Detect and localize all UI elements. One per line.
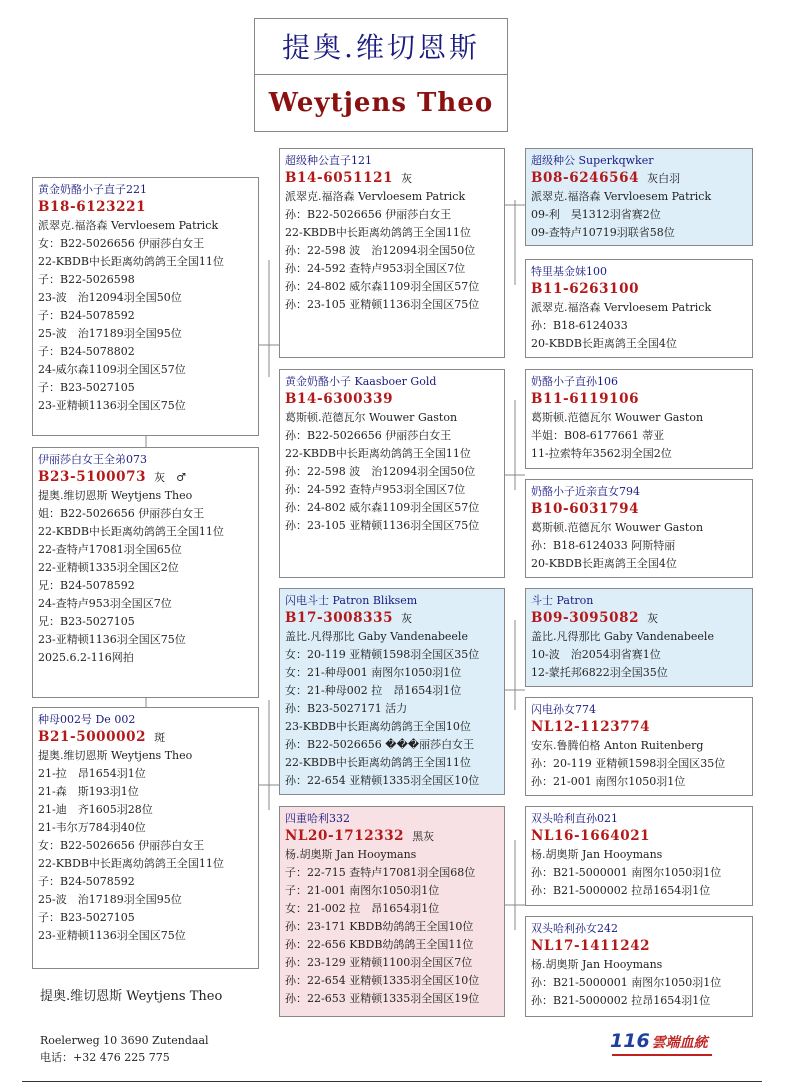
bird-line: 孙：22-654 亚精顿1335羽全国区10位 (285, 974, 480, 987)
bird-line: 提奥.维切恩斯 Weytjens Theo (38, 489, 193, 502)
bird-line: 22-KBDB中长距离幼鸽鸽王全国11位 (38, 525, 224, 538)
ssd-card (525, 259, 753, 358)
bird-line: 葛斯顿.范德瓦尔 Wouwer Gaston (531, 411, 704, 424)
bird-line: 孙：24-802 威尔森1109羽全国区57位 (285, 280, 480, 293)
bird-name: 奶酪小子近亲直女794 (531, 485, 640, 498)
sire-dam-card (279, 369, 505, 578)
logo-text: 雲端血統 (651, 1035, 708, 1051)
bird-line: 女：20-119 亚精顿1598羽全国区35位 (285, 648, 480, 661)
bird-line: 23-亚精顿1136羽全国区75位 (38, 929, 186, 942)
bird-name: 黄金奶酪小子 Kaasboer Gold (285, 375, 437, 388)
bird-line: 子：B24-5078592 (38, 875, 135, 888)
sdd-card (525, 479, 753, 578)
bird-line: 2025.6.2-116网拍 (38, 651, 134, 664)
address-line: Roelerweg 10 3690 Zutendaal (40, 1034, 209, 1047)
brand-logo (610, 1030, 708, 1052)
bird-line: 23-KBDB中长距离幼鸽鸽王全国10位 (285, 720, 471, 733)
ring-number: B11-6119106 (531, 391, 640, 407)
dam-card (32, 707, 259, 969)
bird-line: 孙：B23-5027171 活力 (285, 702, 408, 715)
ring-number: B14-6300339 (285, 391, 394, 407)
bird-name: 伊丽莎白女王全弟073 (38, 453, 147, 466)
bird-line: 孙：B18-6124033 (531, 319, 628, 332)
ring-number: B08-6246564 灰白羽 (531, 170, 681, 186)
bird-line: 提奥.维切恩斯 Weytjens Theo (38, 749, 193, 762)
bird-name: 闪电斗士 Patron Bliksem (285, 594, 418, 607)
bird-line: 孙：23-129 亚精顿1100羽全国区7位 (285, 956, 473, 969)
bird-line: 24-威尔森1109羽全国区57位 (38, 363, 186, 376)
bird-line: 24-查特卢953羽全国区7位 (38, 597, 172, 610)
bird-line: 孙：23-105 亚精顿1136羽全国区75位 (285, 519, 480, 532)
ring-number: B14-6051121 灰 (285, 170, 413, 186)
bird-name: 超级种公直子121 (285, 154, 372, 167)
bird-name: 黄金奶酪小子直子221 (38, 183, 147, 196)
bird-line: 22-查特卢17081羽全国65位 (38, 543, 182, 556)
bird-line: 孙：20-119 亚精顿1598羽全国区35位 (531, 757, 726, 770)
bird-line: 女：21-002 拉 昂1654羽1位 (285, 902, 440, 915)
bird-line: 23-亚精顿1136羽全国区75位 (38, 399, 186, 412)
bird-color: 黑灰 (412, 830, 435, 843)
bird-color: 斑 (154, 731, 166, 744)
bird-line: 子：22-715 查特卢17081羽全国68位 (285, 866, 476, 879)
bird-color: 灰 ♂ (154, 471, 187, 484)
bird-line: 21-迪 齐1605羽28位 (38, 803, 153, 816)
bird-line: 女：B22-5026656 伊丽莎白女王 (38, 839, 205, 852)
bird-line: 兄：B23-5027105 (38, 615, 135, 628)
bird-line: 孙：21-001 南图尔1050羽1位 (531, 775, 686, 788)
bird-line: 子：21-001 南图尔1050羽1位 (285, 884, 440, 897)
bird-line: 孙：24-592 查特卢953羽全国区7位 (285, 483, 466, 496)
ring-number: B18-6123221 (38, 199, 147, 215)
bird-line: 孙：B21-5000002 拉昂1654羽1位 (531, 884, 711, 897)
bird-line: 23-波 治12094羽全国50位 (38, 291, 182, 304)
bird-color: 灰 (401, 172, 413, 185)
bird-line: 孙：B21-5000002 拉昂1654羽1位 (531, 994, 711, 1007)
bird-line: 22-KBDB中长距离幼鸽鸽王全国11位 (38, 857, 224, 870)
bird-name: 种母002号 De 002 (38, 713, 136, 726)
ring-number: B09-3095082 灰 (531, 610, 659, 626)
bird-line: 22-亚精顿1335羽全国区2位 (38, 561, 179, 574)
ring-number: NL12-1123774 (531, 719, 651, 735)
logo-underline (612, 1054, 712, 1056)
ddd-card (525, 916, 753, 1017)
bird-line: 22-KBDB中长距离幼鸽鸽王全国11位 (285, 447, 471, 460)
bird-line: 葛斯顿.范德瓦尔 Wouwer Gaston (531, 521, 704, 534)
bird-line: 女：21-种母001 南图尔1050羽1位 (285, 666, 462, 679)
bird-line: 派翠克.福洛森 Vervloesem Patrick (285, 190, 466, 203)
ring-number: B10-6031794 (531, 501, 640, 517)
sire-card (32, 177, 259, 436)
bird-line: 22-KBDB中长距离幼鸽鸽王全国11位 (38, 255, 224, 268)
sire-sire-card (279, 148, 505, 358)
ring-number: B21-5000002 斑 (38, 729, 166, 745)
owner-name: 提奥.维切恩斯 Weytjens Theo (40, 989, 223, 1004)
bird-line: 孙：B18-6124033 阿斯特丽 (531, 539, 676, 552)
bird-line: 姐：B22-5026656 伊丽莎白女王 (38, 507, 205, 520)
bird-line: 子：B22-5026598 (38, 273, 135, 286)
bird-line: 10-波 治2054羽省赛1位 (531, 648, 661, 661)
bird-line: 12-蒙托邦6822羽全国35位 (531, 666, 668, 679)
bird-line: 女：21-种母002 拉 昂1654羽1位 (285, 684, 462, 697)
bird-line: 子：B24-5078592 (38, 309, 135, 322)
ring-number: NL16-1664021 (531, 828, 651, 844)
title-english: Weytjens Theo (268, 88, 494, 118)
bird-name: 闪电孙女774 (531, 703, 596, 716)
bird-line: 子：B24-5078802 (38, 345, 135, 358)
bird-line: 孙：B22-5026656 伊丽莎白女王 (285, 429, 452, 442)
bird-line: 孙：22-654 亚精顿1335羽全国区10位 (285, 774, 480, 787)
bird-line: 21-森 斯193羽1位 (38, 785, 139, 798)
bird-line: 21-韦尔万784羽40位 (38, 821, 146, 834)
bird-name: 超级种公 Superkqwker (531, 154, 654, 167)
bird-line: 孙：B22-5026656 伊丽莎白女王 (285, 208, 452, 221)
bird-line: 孙：22-598 波 治12094羽全国50位 (285, 244, 476, 257)
bird-line: 25-波 治17189羽全国95位 (38, 327, 182, 340)
contact-address (40, 1032, 209, 1066)
bird-line: 20-KBDB长距离鸽王全国4位 (531, 557, 677, 570)
bird-line: 22-KBDB中长距离幼鸽鸽王全国11位 (285, 756, 471, 769)
dsd-card (525, 697, 753, 796)
subject-bird-card (32, 447, 259, 698)
bird-name: 双头哈利直孙021 (531, 812, 618, 825)
bird-line: 09-利 昊1312羽省赛2位 (531, 208, 661, 221)
sds-card (525, 369, 753, 469)
dds-card (525, 806, 753, 906)
bird-line: 孙：22-653 亚精顿1335羽全国区19位 (285, 992, 480, 1005)
bird-line: 派翠克.福洛森 Vervloesem Patrick (38, 219, 219, 232)
bird-line: 11-拉索特年3562羽全国2位 (531, 447, 672, 460)
bird-name: 特里基金妹100 (531, 265, 607, 278)
bird-line: 23-亚精顿1136羽全国区75位 (38, 633, 186, 646)
bird-line: 21-拉 昂1654羽1位 (38, 767, 146, 780)
bird-line: 孙：24-802 威尔森1109羽全国区57位 (285, 501, 480, 514)
bird-line: 20-KBDB长距离鸽王全国4位 (531, 337, 677, 350)
bird-line: 派翠克.福洛森 Vervloesem Patrick (531, 190, 712, 203)
bird-line: 杨.胡奥斯 Jan Hooymans (285, 848, 417, 861)
bird-line: 葛斯顿.范德瓦尔 Wouwer Gaston (285, 411, 458, 424)
bird-line: 孙：22-598 波 治12094羽全国50位 (285, 465, 476, 478)
bird-name: 斗士 Patron (531, 594, 594, 607)
logo-number: 116 (610, 1030, 650, 1052)
bird-name: 四重哈利332 (285, 812, 350, 825)
bird-line: 子：B23-5027105 (38, 381, 135, 394)
bird-line: 孙：B22-5026656 ���丽莎白女王 (285, 738, 475, 751)
bird-name: 奶酪小子直孙106 (531, 375, 618, 388)
bird-color: 灰 (647, 612, 659, 625)
bird-line: 杨.胡奥斯 Jan Hooymans (531, 848, 663, 861)
dam-sire-card (279, 588, 505, 795)
bird-line: 孙：24-592 查特卢953羽全国区7位 (285, 262, 466, 275)
title-chinese: 提奥.维切恩斯 (255, 19, 507, 75)
bird-line: 安东.鲁腾伯格 Anton Ruitenberg (531, 739, 704, 752)
bird-line: 孙：23-105 亚精顿1136羽全国区75位 (285, 298, 480, 311)
bird-line: 盖比.凡得那比 Gaby Vandenabeele (531, 630, 714, 643)
bird-line: 孙：B21-5000001 南图尔1050羽1位 (531, 976, 722, 989)
ring-number: NL20-1712332 黑灰 (285, 828, 435, 844)
bird-color: 灰 (401, 612, 413, 625)
bird-line: 兄：B24-5078592 (38, 579, 135, 592)
bird-line: 子：B23-5027105 (38, 911, 135, 924)
bird-color: 灰白羽 (647, 172, 681, 185)
bird-line: 女：B22-5026656 伊丽莎白女王 (38, 237, 205, 250)
ring-number: B11-6263100 (531, 281, 640, 297)
dss-card (525, 588, 753, 687)
phone-line: 电话：+32 476 225 775 (40, 1051, 170, 1064)
sss-card (525, 148, 753, 246)
bird-line: 杨.胡奥斯 Jan Hooymans (531, 958, 663, 971)
bird-line: 09-查特卢10719羽联省58位 (531, 226, 675, 239)
bird-line: 半姐：B08-6177661 蒂亚 (531, 429, 665, 442)
bird-line: 孙：22-656 KBDB幼鸽鸽王全国11位 (285, 938, 474, 951)
bird-line: 派翠克.福洛森 Vervloesem Patrick (531, 301, 712, 314)
ring-number: B17-3008335 灰 (285, 610, 413, 626)
ring-number: NL17-1411242 (531, 938, 651, 954)
footer-divider (22, 1081, 762, 1082)
bird-line: 25-波 治17189羽全国95位 (38, 893, 182, 906)
bird-line: 孙：23-171 KBDB幼鸽鸽王全国10位 (285, 920, 474, 933)
bird-line: 盖比.凡得那比 Gaby Vandenabeele (285, 630, 468, 643)
bird-line: 孙：B21-5000001 南图尔1050羽1位 (531, 866, 722, 879)
pedigree-title (254, 18, 508, 132)
bird-name: 双头哈利孙女242 (531, 922, 618, 935)
dam-dam-card (279, 806, 505, 1017)
ring-number: B23-5100073 灰 ♂ (38, 469, 187, 485)
bird-line: 22-KBDB中长距离幼鸽鸽王全国11位 (285, 226, 471, 239)
